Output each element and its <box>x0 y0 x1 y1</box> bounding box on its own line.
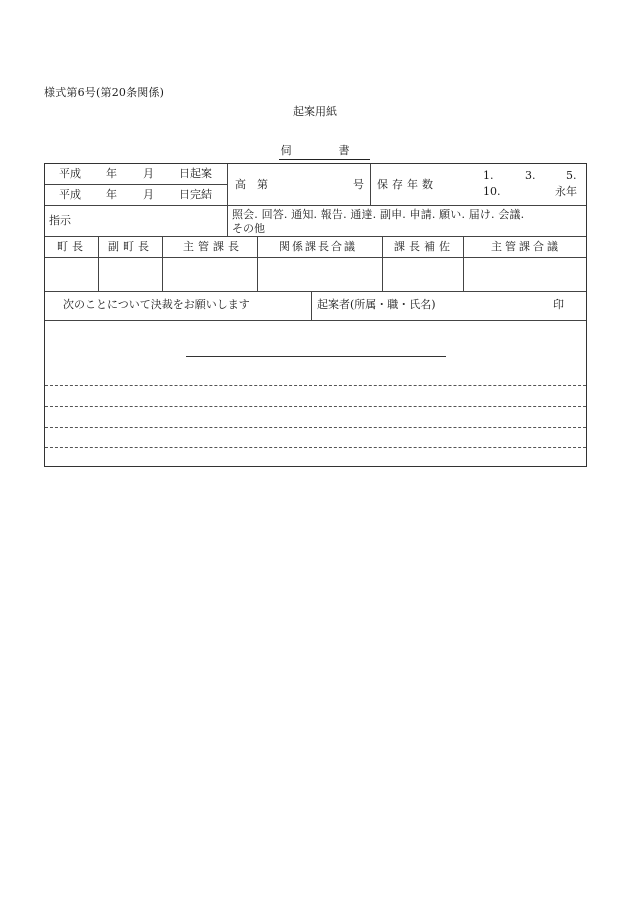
retention-option-5: 5. <box>566 169 577 182</box>
date-era-complete: 平成 <box>59 188 81 201</box>
subject-line <box>186 356 446 357</box>
instruction-label: 指示 <box>49 214 71 227</box>
vrule-col3 <box>257 236 258 291</box>
date-year-complete: 年 <box>106 188 117 201</box>
date-era-draft: 平成 <box>59 167 81 180</box>
retention-option-10: 10. <box>483 185 501 198</box>
date-month-draft: 月 <box>143 167 154 180</box>
doc-types-line2: その他 <box>232 222 265 235</box>
date-month-complete: 月 <box>143 188 154 201</box>
vrule-col4 <box>382 236 383 291</box>
rule-approver-header-bottom <box>45 257 586 258</box>
vrule-col2 <box>162 236 163 291</box>
approver-header-deputy-mayor: 副町長 <box>108 240 153 253</box>
retention-option-1: 1. <box>483 169 494 182</box>
vrule-request-split <box>311 291 312 320</box>
rule-approver-boxes-bottom <box>45 291 586 292</box>
date-day-complete: 日完結 <box>179 188 212 201</box>
vrule-date-right <box>227 164 228 236</box>
proposer-label: 起案者(所属・職・氏名) <box>317 298 436 311</box>
dashed-line-1 <box>45 385 586 386</box>
retention-option-3: 3. <box>525 169 536 182</box>
request-text: 次のことについて決裁をお願いします <box>63 298 250 311</box>
doc-number-suffix: 号 <box>353 178 364 191</box>
rule-request-bottom <box>45 320 586 321</box>
vrule-col1 <box>98 236 99 291</box>
form-title: 起案用紙 <box>293 105 337 118</box>
approval-form-table <box>44 163 587 467</box>
doc-types-line1: 照会. 回答. 通知. 報告. 通達. 副申. 申請. 願い. 届け. 会議. <box>232 208 525 221</box>
approver-header-consult: 主管課合議 <box>491 240 561 253</box>
dashed-line-3 <box>45 427 586 428</box>
approver-header-chief: 主管課長 <box>183 240 243 253</box>
retention-option-permanent: 永年 <box>555 185 577 198</box>
vrule-number-right <box>370 164 371 205</box>
dashed-line-2 <box>45 406 586 407</box>
approver-header-assistant: 課長補佐 <box>394 240 454 253</box>
dashed-line-4 <box>45 447 586 448</box>
rule-row1-bottom <box>45 205 586 206</box>
seal-mark: 印 <box>553 298 564 311</box>
retention-label: 保存年数 <box>377 178 437 191</box>
rule-row2-bottom <box>45 236 586 237</box>
vrule-col5 <box>463 236 464 291</box>
approver-header-mayor: 町長 <box>57 240 87 253</box>
date-day-draft: 日起案 <box>179 167 212 180</box>
doc-number-prefix: 高 第 <box>235 178 268 191</box>
rule-date-split <box>45 184 227 185</box>
approver-header-related: 関係課長合議 <box>279 240 357 253</box>
form-ref: 様式第6号(第20条関係) <box>44 86 165 99</box>
form-subtitle: 伺 書 <box>0 142 630 160</box>
date-year-draft: 年 <box>106 167 117 180</box>
